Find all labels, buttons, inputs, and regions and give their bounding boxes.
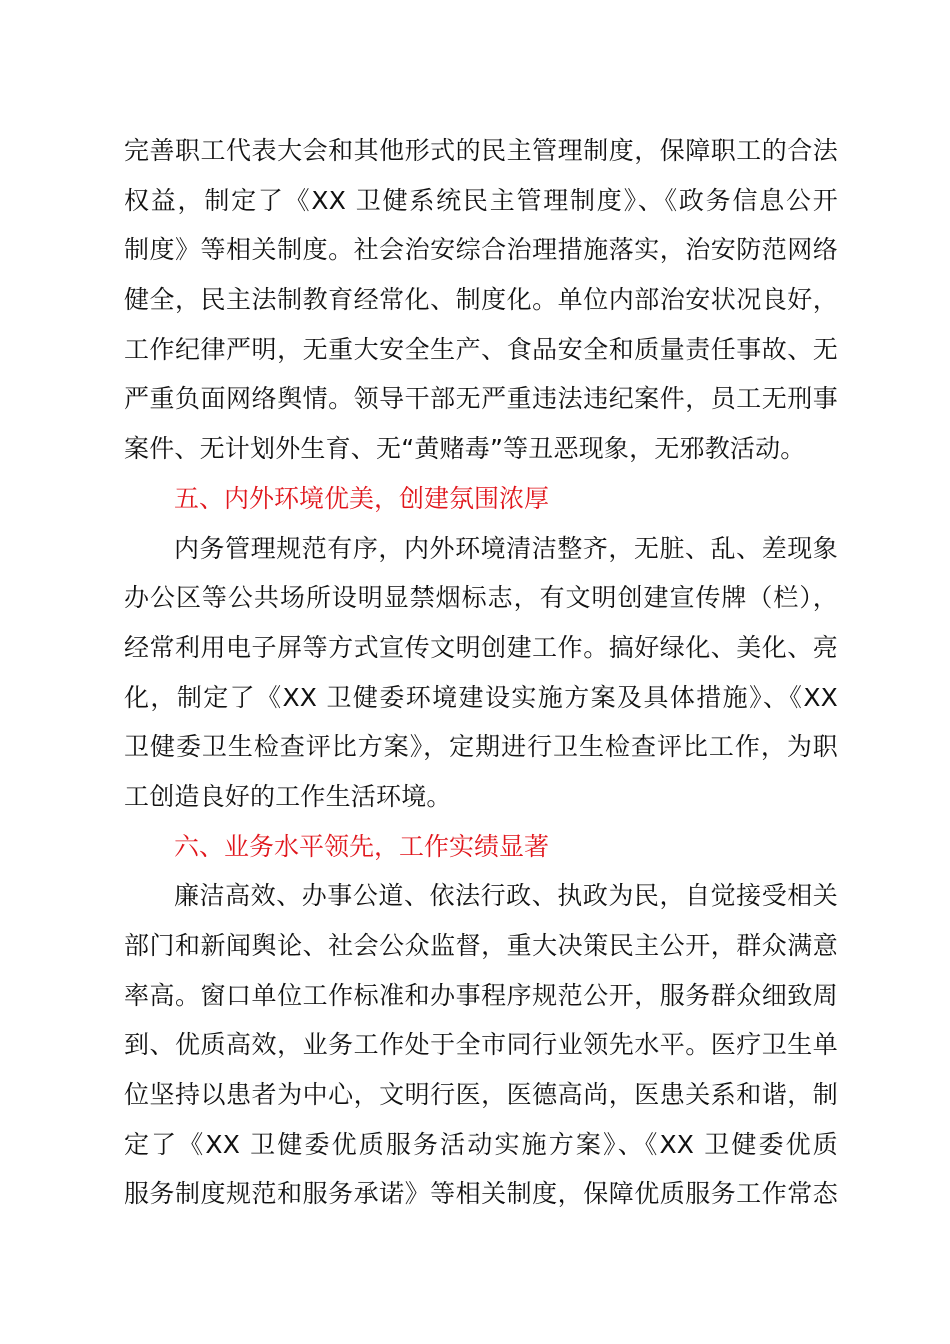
text-line: 服务制度规范和服务承诺》等相关制度，保障优质服务工作常态 [124, 1179, 838, 1209]
text-line: 案件、无计划外生育、无“黄赌毒”等丑恶现象，无邪教活动。 [124, 434, 806, 464]
text-line: 率高。窗口单位工作标准和办事程序规范公开，服务群众细致周 [124, 980, 838, 1010]
text-line: 内务管理规范有序，内外环境清洁整齐，无脏、乱、差现象 [174, 533, 838, 563]
section-heading-environment: 五、内外环境优美，创建氛围浓厚 [174, 483, 550, 513]
text-line: 制度》等相关制度。社会治安综合治理措施落实，治安防范网络 [124, 235, 838, 265]
text-line: 工创造良好的工作生活环境。 [124, 781, 452, 811]
text-line: 廉洁高效、办事公道、依法行政、执政为民，自觉接受相关 [174, 881, 838, 911]
text-line: 位坚持以患者为中心，文明行医，医德高尚，医患关系和谐，制 [124, 1080, 838, 1110]
text-line: 完善职工代表大会和其他形式的民主管理制度，保障职工的合法 [124, 136, 838, 165]
text-line: 化，制定了《XX 卫健委环境建设实施方案及具体措施》、《XX [124, 682, 838, 712]
text-line: 到、优质高效，业务工作处于全市同行业领先水平。医疗卫生单 [124, 1030, 838, 1060]
text-line: 工作纪律严明，无重大安全生产、食品安全和质量责任事故、无 [124, 334, 838, 364]
text-line: 严重负面网络舆情。领导干部无严重违法违纪案件，员工无刑事 [124, 384, 838, 414]
section-heading-performance: 六、业务水平领先，工作实绩显著 [174, 831, 550, 861]
text-line: 部门和新闻舆论、社会公众监督，重大决策民主公开，群众满意 [124, 931, 838, 960]
document-body [124, 126, 838, 1219]
paragraph-civic-management [124, 126, 838, 474]
text-line: 健全，民主法制教育经常化、制度化。单位内部治安状况良好， [124, 285, 838, 315]
text-line: 权益，制定了《XX 卫健系统民主管理制度》、《政务信息公开 [124, 185, 838, 215]
text-line: 定了《XX 卫健委优质服务活动实施方案》、《XX 卫健委优质 [124, 1129, 838, 1159]
text-line: 办公区等公共场所设明显禁烟标志，有文明创建宣传牌（栏）， [124, 583, 838, 613]
text-line: 经常利用电子屏等方式宣传文明创建工作。搞好绿化、美化、亮 [124, 632, 838, 662]
text-line: 卫健委卫生检查评比方案》，定期进行卫生检查评比工作，为职 [124, 732, 838, 762]
paragraph-environment [124, 524, 838, 822]
paragraph-performance [124, 871, 838, 1219]
